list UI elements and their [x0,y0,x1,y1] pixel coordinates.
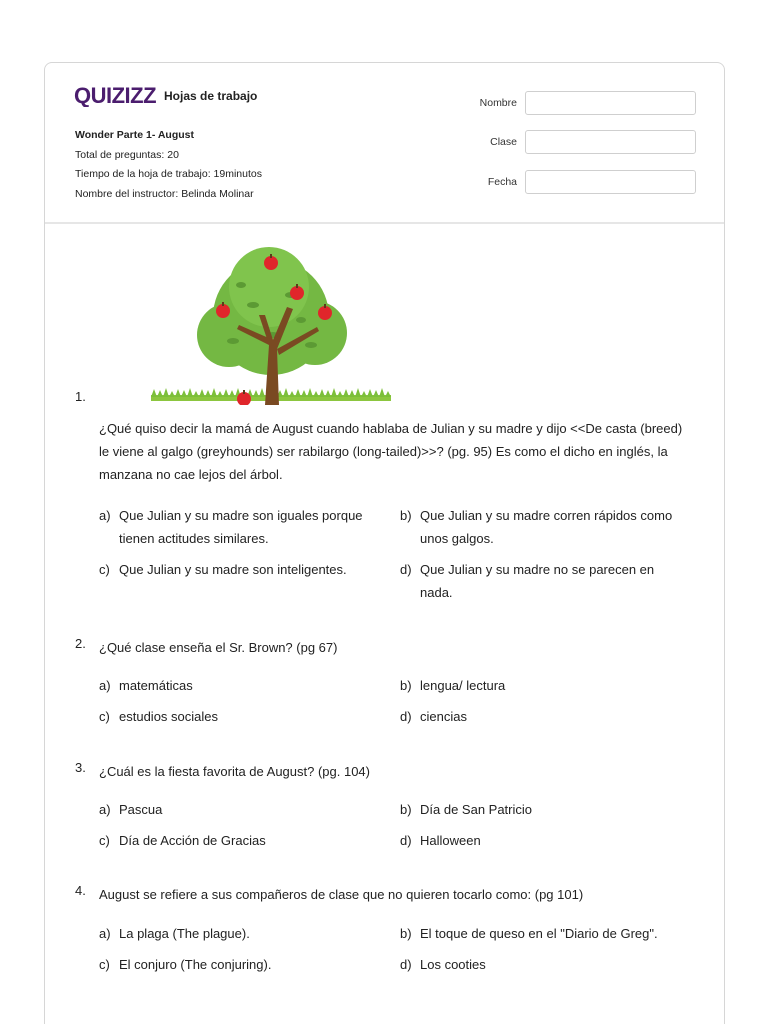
worksheet-header [45,63,724,224]
date-label: Fecha [487,176,517,188]
question-number: 4. [75,883,86,898]
class-label: Clase [490,136,517,148]
worksheet-meta [75,126,262,204]
question-text: ¿Qué quiso decir la mamá de August cuando hablaba de Julian y su madre y dijo <<De casta (breed) le viene al galgo (greyhounds) ser rabilargo (long-tailed)>>? (pg. 95) Es como el dicho en inglés, la manzana no cae lejos del árbol. [99,421,683,482]
apple-tree-illustration [141,245,391,405]
option-letter: c) [99,833,110,848]
option-letter: c) [99,957,110,972]
total-questions: Total de preguntas: 20 [75,148,179,161]
name-field [465,91,696,115]
class-field [465,130,696,154]
quizizz-wordmark-icon [74,83,158,107]
option-letter: a) [99,508,111,523]
svg-text:QUIZIZZ: QUIZIZZ [74,83,157,107]
worksheet-title: Wonder Parte 1- August [75,129,195,141]
question-4-option-c[interactable] [99,953,379,976]
option-letter: d) [400,709,412,724]
option-letter: a) [99,802,111,817]
name-label: Nombre [479,97,517,109]
option-letter: d) [400,833,412,848]
option-text: La plaga (The plague). [119,926,250,941]
question-3-option-c[interactable] [99,829,379,852]
option-text: Que Julian y su madre corren rápidos como unos galgos. [420,508,673,546]
question-1-option-a[interactable] [99,504,379,550]
question-1-option-c[interactable] [99,558,379,581]
option-text: Los cooties [420,957,486,972]
quizizz-logo [74,83,257,107]
option-text: estudios sociales [119,709,218,724]
option-text: Día de Acción de Gracias [119,833,266,848]
logo-subtitle: Hojas de trabajo [164,88,258,103]
date-field [465,170,696,194]
option-text: Pascua [119,802,163,817]
option-text: lengua/ lectura [420,678,506,693]
worksheet [44,62,725,1024]
question-2-option-b[interactable] [400,674,680,697]
option-letter: c) [99,709,110,724]
question-text: August se refiere a sus compañeros de clase que no quieren tocarlo como: (pg 101) [99,887,584,902]
question-2-option-d[interactable] [400,705,680,728]
option-text: El toque de queso en el "Diario de Greg". [420,926,658,941]
option-text: El conjuro (The conjuring). [119,957,272,972]
option-text: matemáticas [119,678,193,693]
class-input[interactable] [525,130,696,154]
option-letter: d) [400,957,412,972]
option-text: Que Julian y su madre son iguales porque tienen actitudes similares. [119,508,363,546]
question-2-option-a[interactable] [99,674,379,697]
question-4-option-d[interactable] [400,953,680,976]
option-text: Día de San Patricio [420,802,533,817]
option-letter: b) [400,802,412,817]
option-letter: c) [99,562,110,577]
question-number: 1. [75,389,86,404]
option-letter: b) [400,508,412,523]
question-2-option-c[interactable] [99,705,379,728]
option-letter: b) [400,678,412,693]
worksheet-time: Tiempo de la hoja de trabajo: 19minutos [75,168,262,180]
question-text: ¿Qué clase enseña el Sr. Brown? (pg 67) [99,640,338,655]
name-input[interactable] [525,91,696,115]
option-letter: d) [400,562,412,577]
question-1-option-d[interactable] [400,558,680,604]
question-4-option-b[interactable] [400,922,710,945]
option-letter: b) [400,926,412,941]
instructor-name: Nombre del instructor: Belinda Molinar [75,187,254,200]
question-number: 2. [75,636,86,651]
question-1-option-b[interactable] [400,504,680,550]
option-text: Que Julian y su madre no se parecen en nada. [420,562,655,600]
option-text: Halloween [420,833,481,848]
question-3-option-d[interactable] [400,829,680,852]
option-text: Que Julian y su madre son inteligentes. [119,562,347,577]
option-letter: a) [99,678,111,693]
question-3-option-a[interactable] [99,798,379,821]
question-4-option-a[interactable] [99,922,379,945]
question-number: 3. [75,760,86,775]
option-letter: a) [99,926,111,941]
option-text: ciencias [420,709,467,724]
date-input[interactable] [525,170,696,194]
question-text: ¿Cuál es la fiesta favorita de August? (pg. 104) [99,764,370,779]
question-3-option-b[interactable] [400,798,680,821]
